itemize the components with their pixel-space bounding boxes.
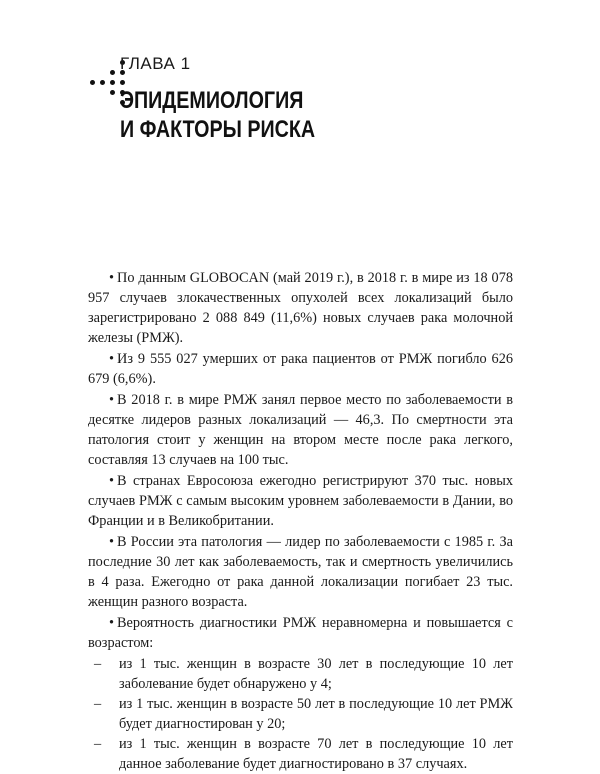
dash-item: – из 1 тыс. женщин в возрасте 50 лет в последующие 10 лет РМЖ будет диагностирован у 20;	[94, 696, 513, 732]
dash-item: – из 1 тыс. женщин в возрасте 70 лет в последующие 10 лет данное заболевание будет диагностировано в 37 случаях.	[94, 736, 513, 772]
chapter-label: ГЛАВА 1	[120, 54, 191, 73]
dash-item: – из 1 тыс. женщин в возрасте 30 лет в последующие 10 лет заболевание будет обнаружено у 4;	[94, 656, 513, 692]
chapter-title	[120, 86, 315, 144]
bullet-item: • По данным GLOBOCAN (май 2019 г.), в 2018 г. в мире из 18 078 957 случаев злокачественных опухолей всех локализаций было зарегистрировано 2 088 849 (11,6%) новых случаев рака молочной железы (РМЖ).	[88, 270, 513, 346]
chapter-title-line-2: И ФАКТОРЫ РИСКА	[120, 116, 316, 143]
body-text	[88, 268, 513, 774]
bullet-item: • Вероятность диагностики РМЖ неравномерна и повышается с возрастом:	[88, 615, 513, 651]
bullet-item: • Из 9 555 027 умерших от рака пациентов от РМЖ погибло 626 679 (6,6%).	[88, 351, 513, 387]
bullet-item: • В странах Евросоюза ежегодно регистрируют 370 тыс. новых случаев РМЖ с самым высоким уровнем заболеваемости в Дании, во Франции и в Великобритании.	[88, 473, 513, 529]
bullet-item: • В 2018 г. в мире РМЖ занял первое место по заболеваемости в десятке лидеров разных локализаций — 46,3. По смертности эта патология стоит у женщин на втором месте после рака легкого, составляя 13 случаев на 100 тыс.	[88, 392, 513, 468]
bullet-item: • В России эта патология — лидер по заболеваемости с 1985 г. За последние 30 лет как заболеваемость, так и смертность увеличились в 4 раза. Ежегодно от рака данной локализации погибает 23 тыс. женщин разного возраста.	[88, 534, 513, 610]
chapter-title-line-1: ЭПИДЕМИОЛОГИЯ	[120, 87, 304, 114]
